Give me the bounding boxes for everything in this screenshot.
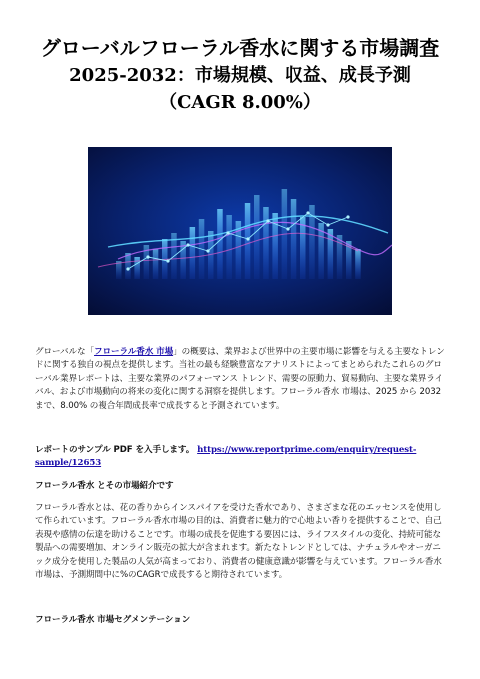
sample-request xyxy=(35,444,447,471)
hero-decor-bar xyxy=(134,257,140,279)
hero-decor-dot xyxy=(226,231,229,234)
hero-decor-dot xyxy=(126,267,129,270)
hero-decor-dot xyxy=(326,223,329,226)
hero-chart-image xyxy=(88,147,392,315)
section1-heading: フローラル香水 とその市場紹介です xyxy=(35,481,174,491)
section2-heading: フローラル香水 市場セグメンテーション xyxy=(35,615,191,625)
report-cagr: （CAGR 8.00%） xyxy=(159,92,321,113)
report-subtitle: 2025-2032：市場規模、収益、成長予測 xyxy=(69,65,411,86)
hero-decor-dot xyxy=(306,211,309,214)
hero-decor-bar xyxy=(125,253,131,279)
intro-before-link: グローバルな「 xyxy=(35,347,95,357)
hero-decor-bar xyxy=(190,227,196,279)
hero-decor-bar xyxy=(263,207,269,279)
sample-url-link[interactable]: https://www.reportprime.com/enquiry/request-sample/12653 xyxy=(35,445,417,469)
hero-decor-bar xyxy=(291,199,297,279)
hero-decor-dot xyxy=(186,243,189,246)
market-link[interactable]: フローラル香水 市場 xyxy=(94,347,174,357)
hero-decor-bar xyxy=(217,209,223,279)
intro-after-link: 」の概要は、業界および世界中の主要市場に影響を与える主要なトレンドに関する独自の視点を提供します。当社の最も経験豊富なアナリストによってまとめられたこれらのグローバル業界レポートは、主要な業界のパフォーマンス トレンド、需要の原動力、貿易動向、主要な業界ライバル、および市場動向の将来の変化に関する洞察を提供します。フローラル香水 市場は、2025 から 2032 まで、8.00% の複合年間成長率で成長すると予測されています。 xyxy=(35,347,445,411)
hero-decor-bar xyxy=(254,195,260,279)
hero-decor-bar xyxy=(355,249,361,279)
sample-label: レポートのサンプル PDF を入手します。 xyxy=(35,445,195,455)
hero-decor-dot xyxy=(166,259,169,262)
report-title: グローバルフローラル香水に関する市場調査 xyxy=(40,36,440,60)
hero-decor-bar xyxy=(226,215,232,279)
hero-decor-dot xyxy=(346,215,349,218)
hero-decor-dot xyxy=(146,255,149,258)
hero-decor-bar xyxy=(245,203,251,279)
intro-paragraph xyxy=(35,346,447,413)
hero-decor-dot xyxy=(266,219,269,222)
hero-decor-dot xyxy=(206,249,209,252)
hero-decor-dot xyxy=(246,237,249,240)
hero-decor-bar xyxy=(300,217,306,279)
hero-decor-bar xyxy=(153,249,159,279)
hero-decor-dot xyxy=(286,227,289,230)
section1-body: フローラル香水とは、花の香りからインスパイアを受けた香水であり、さまざまな花のエッセンスを使用して作られています。フローラル香水市場の目的は、消費者に魅力的で心地よい香りを提供することで、自己表現や感情の伝達を助けることです。市場の成長を促進する要因には、ライフスタイルの変化、持続可能な製品への需要増加、オンライン販売の拡大が含まれます。新たなトレンドとしては、ナチュラルやオーガニック成分を使用した製品の人気が高まっており、消費者の健康意識が影響を与えています。フローラル香水市場は、予測期間中に%のCAGRで成長すると期待されています。 xyxy=(35,503,442,581)
hero-decor-bar xyxy=(337,235,343,279)
